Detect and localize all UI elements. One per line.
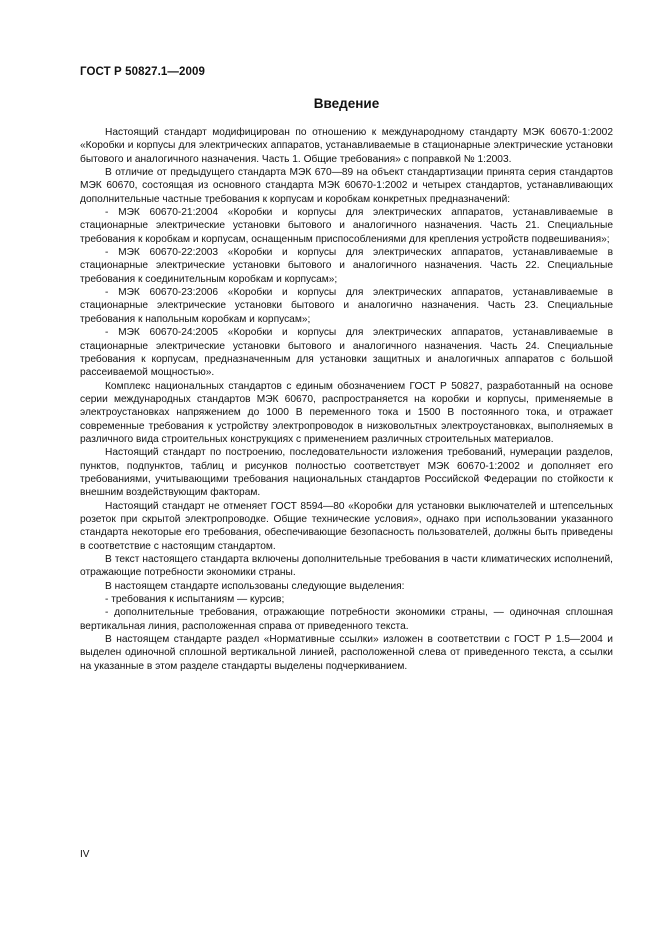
paragraph: Настоящий стандарт не отменяет ГОСТ 8594—80 «Коробки для установки выключателей и штепсельных розеток при скрытой электропроводке. Общие технические условия», однако при использовании указанного стандарта некоторые его требования, обеспечивающие безопасность пользователей, должны быть приведены в соответствие с настоящим стандартом. bbox=[80, 500, 613, 552]
paragraph: В настоящем стандарте использованы следующие выделения: bbox=[105, 580, 405, 592]
list-item: - МЭК 60670-24:2005 «Коробки и корпусы для электрических аппаратов, устанавливаемые в стационарные электрические установки бытового и аналогичного назначения. Часть 24. Специальные требования к корпусам, предназначенным для установки защитных и аналогичных аппаратов с большой рассеиваемой мощностью». bbox=[80, 327, 613, 379]
list-item: - дополнительные требования, отражающие потребности экономики страны, — одиночная сплошная вертикальная линия, расположенная справа от приведенного текста. bbox=[80, 607, 613, 632]
paragraph: В текст настоящего стандарта включены дополнительные требования в части климатических исполнений, отражающие потребности экономики страны. bbox=[80, 554, 613, 579]
introduction-body bbox=[80, 126, 613, 673]
list-item: - МЭК 60670-21:2004 «Коробки и корпусы для электрических аппаратов, устанавливаемые в стационарные электрические установки бытового и аналогичного назначения. Часть 21. Специальные требования к коробкам и корпусам, оснащенным приспособлениями для крепления устройств подвешивания»; bbox=[80, 207, 613, 245]
page-number: IV bbox=[80, 849, 90, 860]
list-item: - МЭК 60670-22:2003 «Коробки и корпусы для электрических аппаратов, устанавливаемые в стационарные электрические установки бытового и аналогичного назначения. Часть 22. Специальные требования к соединительным коробкам и корпусам»; bbox=[80, 247, 613, 285]
paragraph: В настоящем стандарте раздел «Нормативные ссылки» изложен в соответствии с ГОСТ Р 1.5—2004 и выделен одиночной сплошной вертикальной линией, расположенной слева от приведенного текста, а ссылки на указанные в этом разделе стандарты выделены подчеркиванием. bbox=[80, 634, 613, 672]
paragraph: Настоящий стандарт по построению, последовательности изложения требований, нумерации разделов, пунктов, подпунктов, таблиц и рисунков полностью соответствует МЭК 60670-1:2002 и дополняет его требованиями, учитывающими требования национальных стандартов Российской Федерации по стойкости к внешним воздействующим факторам. bbox=[80, 447, 613, 499]
section-title: Введение bbox=[313, 96, 380, 111]
document-code-header: ГОСТ Р 50827.1—2009 bbox=[80, 66, 205, 78]
list-item: - МЭК 60670-23:2006 «Коробки и корпусы для электрических аппаратов, устанавливаемые в стационарные электрические установки бытового и аналогично назначения. Часть 23. Специальные требования к напольным коробкам и корпусам»; bbox=[80, 287, 613, 325]
paragraph: В отличие от предыдущего стандарта МЭК 670—89 на объект стандартизации принята серия стандартов МЭК 60670, состоящая из основного стандарта МЭК 60670-1:2002 и четырех стандартов, устанавливающих дополнительные частные требования к корпусам и коробкам конкретных предназначений: bbox=[80, 167, 613, 205]
paragraph: Комплекс национальных стандартов с единым обозначением ГОСТ Р 50827, разработанный на основе серии международных стандартов МЭК 60670, распространяется на коробки и корпусы, применяемые в электроустановках напряжением до 1000 В переменного тока и 1500 В постоянного тока, и отражает современные требования к устройству электропроводок в низковольтных электроустановках, выполняемых в различного вида строительных конструкциях с применением различных строительных материалов. bbox=[80, 380, 613, 445]
list-item: - требования к испытаниям — курсив; bbox=[105, 594, 285, 606]
paragraph: Настоящий стандарт модифицирован по отношению к международному стандарту МЭК 60670-1:2002 «Коробки и корпусы для электрических аппаратов, устанавливаемые в стационарные электрические установки бытового и аналогичного назначения. Часть 1. Общие требования» с поправкой № 1:2003. bbox=[80, 127, 613, 165]
